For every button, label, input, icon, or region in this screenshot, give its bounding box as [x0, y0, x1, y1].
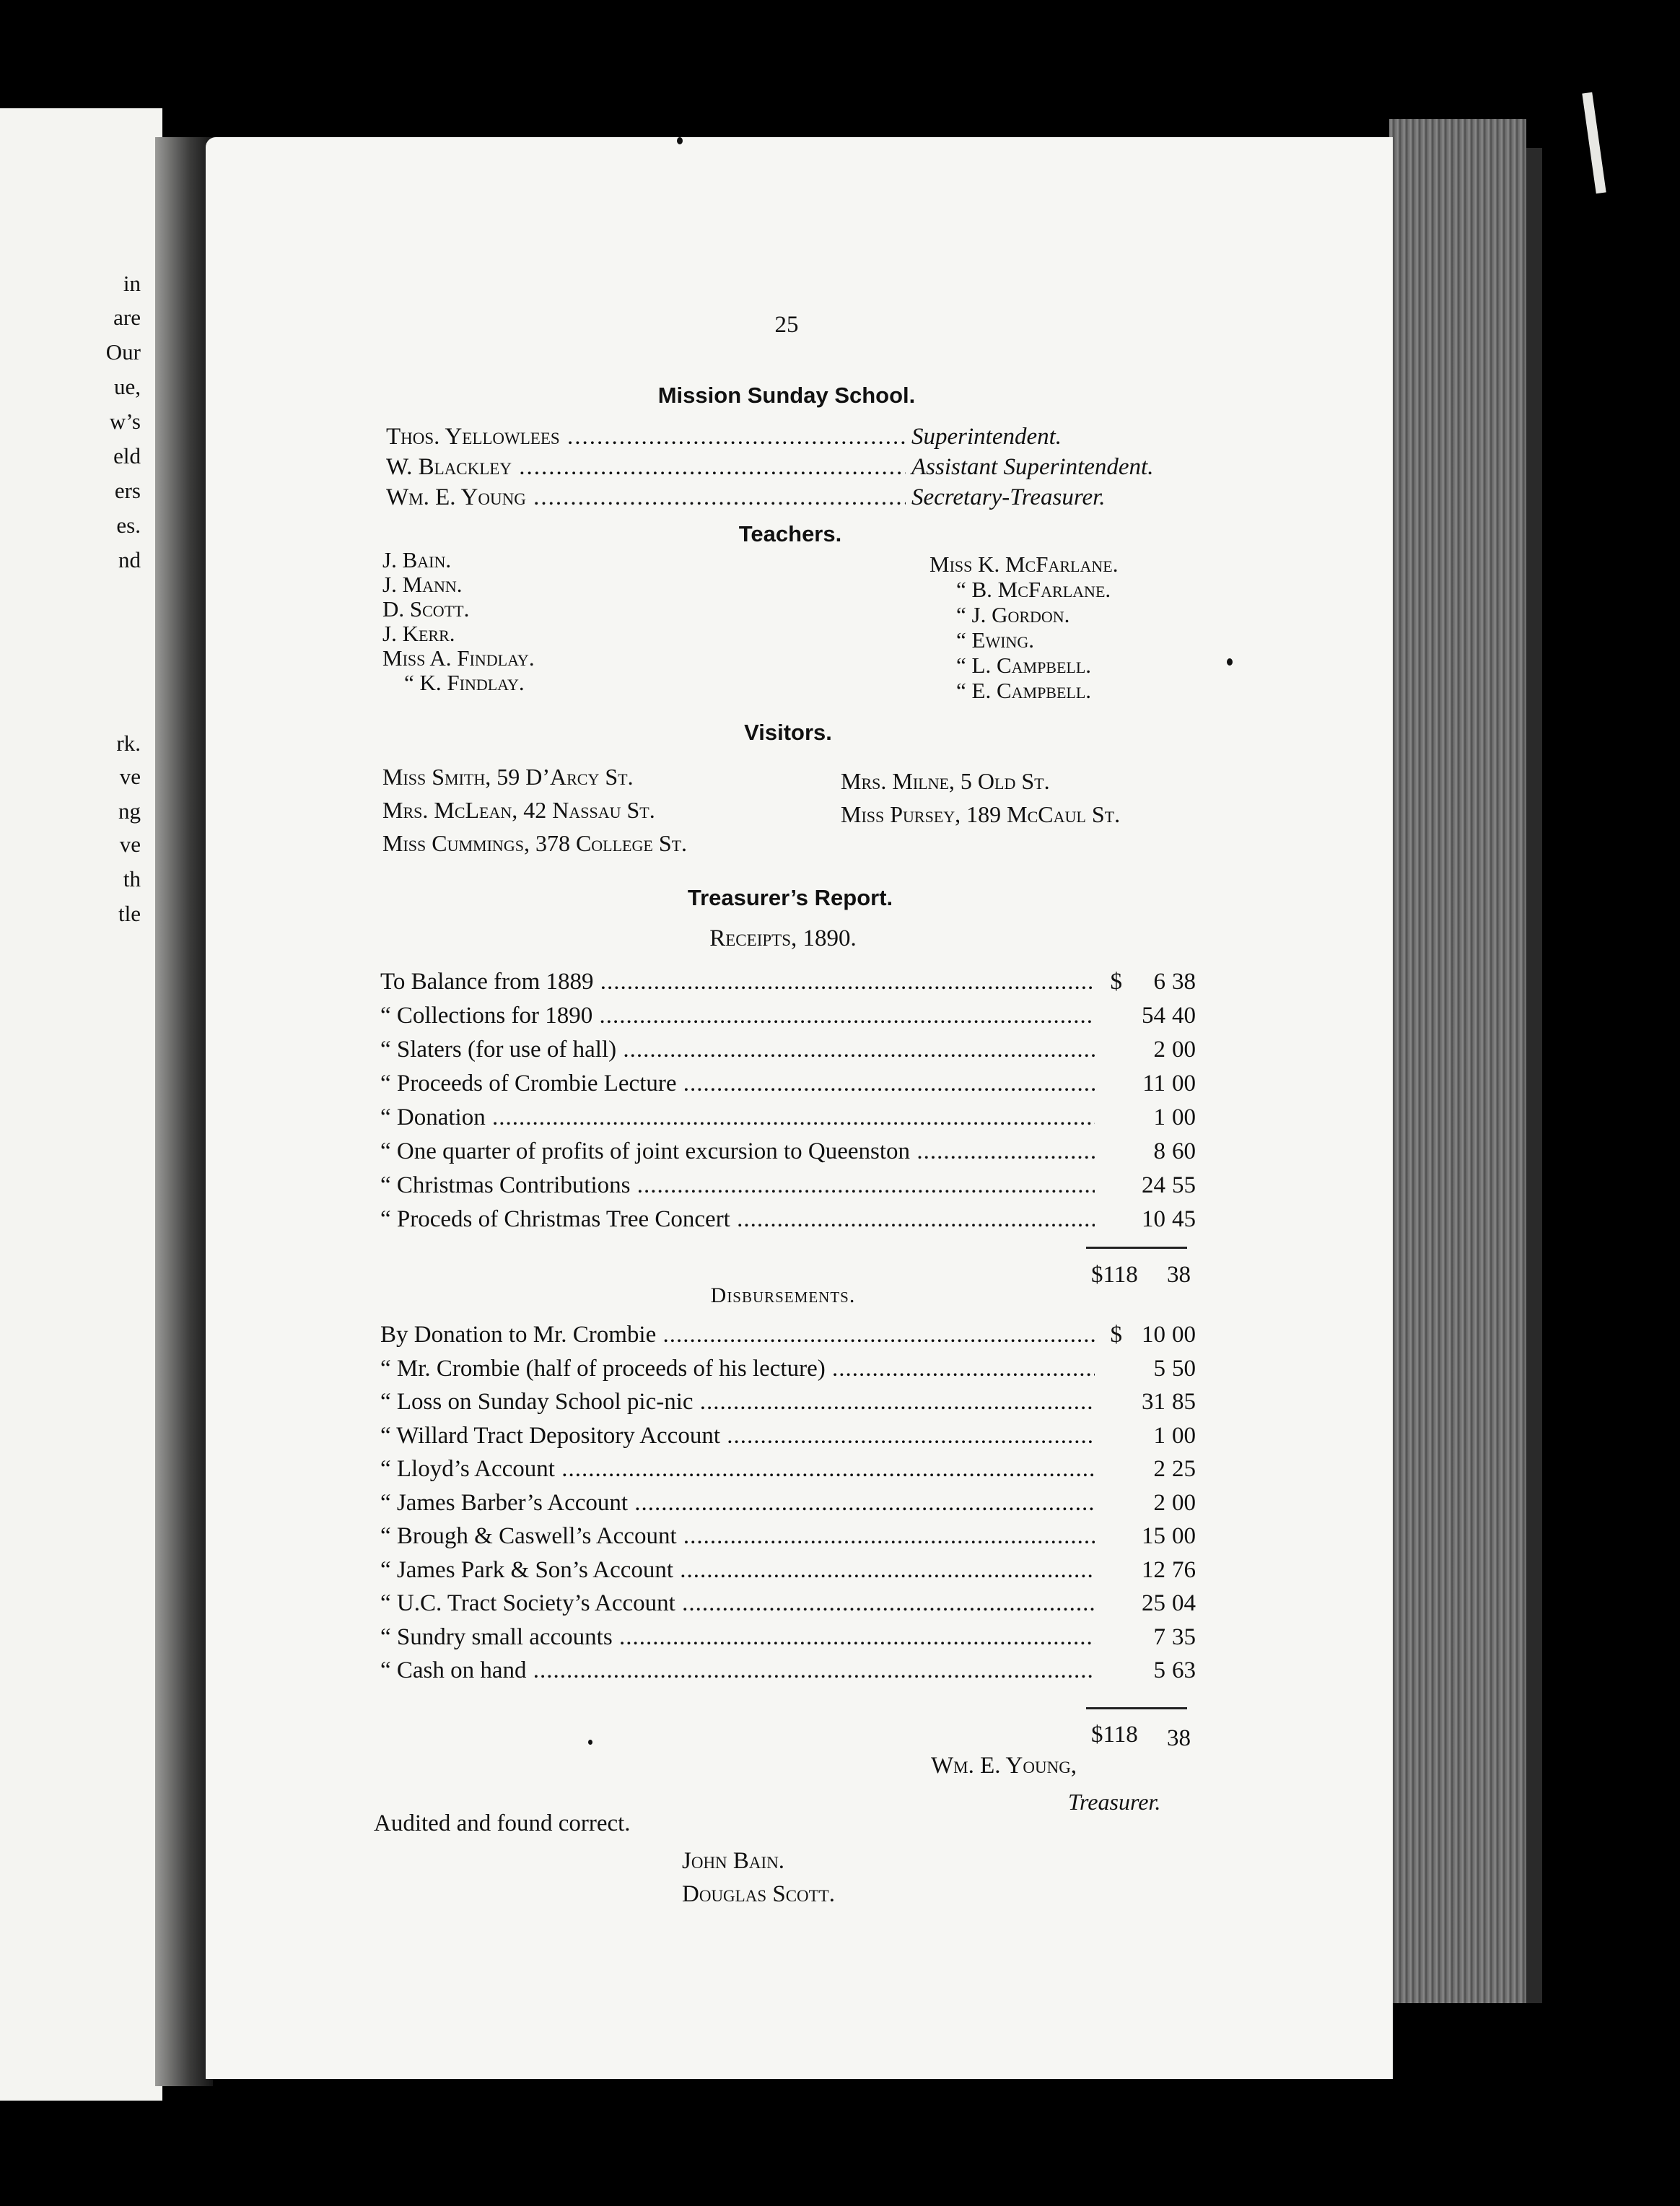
ledger-description: “ Proceds of Christmas Tree Concert .....	[380, 1203, 1095, 1236]
ledger-row	[380, 1553, 1196, 1587]
ledger-row	[380, 1452, 1196, 1486]
officer-name: W. Blackley .....	[386, 453, 906, 481]
ledger-cents: 45	[1172, 1206, 1196, 1232]
teacher-name: J. Kerr.	[382, 621, 455, 646]
left-page-text-fragment: nd	[118, 547, 141, 572]
signatory-title: Treasurer.	[1068, 1789, 1161, 1815]
left-page-text-fragment: th	[123, 866, 141, 891]
left-page-text-fragment: ve	[119, 764, 141, 789]
visitor-entry: Miss Pursey, 189 McCaul St.	[841, 801, 1121, 827]
ledger-dollars: 2	[1153, 1456, 1165, 1482]
ledger-dollars: 31	[1142, 1389, 1165, 1415]
ledger-description: “ Brough & Caswell’s Account .....	[380, 1520, 1095, 1553]
ledger-cents: 35	[1172, 1623, 1196, 1650]
page-title: Mission Sunday School.	[657, 383, 916, 408]
ledger-row	[380, 1033, 1196, 1066]
left-page-text-fragment: tle	[118, 901, 141, 926]
disbursements-total-cents: 38	[1167, 1725, 1191, 1751]
officer-row	[386, 453, 1198, 481]
ledger-dollars: 5	[1153, 1657, 1165, 1683]
disbursements-heading: Disbursements.	[710, 1283, 856, 1307]
ledger-description: “ Mr. Crombie (half of proceeds of his lecture) .....	[380, 1352, 1095, 1385]
bookmark-strip	[1582, 92, 1606, 194]
ledger-cents: 38	[1172, 969, 1196, 995]
ledger-row	[380, 1385, 1196, 1418]
ledger-description: By Donation to Mr. Crombie .....	[380, 1318, 1095, 1351]
ledger-description: “ Sundry small accounts .....	[380, 1621, 1095, 1654]
ledger-dollars: 1	[1153, 1104, 1165, 1130]
ledger-cents: 55	[1172, 1172, 1196, 1198]
left-page-text-fragment: in	[123, 271, 141, 296]
ledger-cents: 00	[1172, 1489, 1196, 1516]
teacher-name: “ K. Findlay.	[404, 670, 525, 695]
ledger-dollars: 1	[1153, 1422, 1165, 1449]
teacher-name: Miss K. McFarlane.	[929, 552, 1119, 577]
visitor-entry: Mrs. McLean, 42 Nassau St.	[382, 797, 655, 823]
left-page-text-fragment: ers	[114, 478, 141, 503]
disbursements-total-rule	[1086, 1707, 1187, 1709]
ledger-description: “ Willard Tract Depository Account .....	[380, 1419, 1095, 1452]
ledger-row	[380, 1169, 1196, 1202]
left-page-text-fragment: ue,	[113, 374, 141, 399]
officer-name: Wm. E. Young .....	[386, 483, 906, 512]
ledger-row	[380, 965, 1196, 998]
ledger-description: To Balance from 1889 .....	[380, 965, 1095, 998]
teacher-name: “ E. Campbell.	[956, 678, 1092, 703]
ledger-dollars: 12	[1142, 1556, 1165, 1583]
page-number: 25	[774, 312, 799, 338]
ledger-dollars: 11	[1142, 1071, 1165, 1097]
auditor-1: John Bain.	[682, 1848, 785, 1874]
ledger-description: “ Donation .....	[380, 1101, 1095, 1134]
ledger-dollars: 2	[1153, 1037, 1165, 1063]
ledger-row	[380, 999, 1196, 1032]
officer-row	[386, 483, 1198, 512]
ledger-cents: 25	[1172, 1456, 1196, 1482]
left-page-text-fragment: w’s	[109, 409, 141, 434]
ledger-dollars: 8	[1153, 1138, 1165, 1164]
ledger-description: “ Lloyd’s Account .....	[380, 1452, 1095, 1486]
officer-role: Secretary-Treasurer.	[911, 484, 1106, 510]
ledger-cents: 00	[1172, 1104, 1196, 1130]
ledger-row	[380, 1135, 1196, 1168]
left-page-text-fragment: ng	[118, 798, 141, 824]
ledger-dollars: 2	[1153, 1489, 1165, 1516]
ledger-dollars: 24	[1142, 1172, 1165, 1198]
officer-role: Superintendent.	[911, 424, 1062, 450]
ledger-row	[380, 1067, 1196, 1100]
ledger-cents: 76	[1172, 1556, 1196, 1583]
ledger-row	[380, 1587, 1196, 1620]
left-page-text-fragment: eld	[113, 443, 141, 468]
auditor-2: Douglas Scott.	[682, 1881, 836, 1907]
ledger-dollars: 54	[1142, 1003, 1165, 1029]
ledger-row	[380, 1486, 1196, 1520]
visitor-entry: Miss Cummings, 378 College St.	[382, 830, 688, 856]
disbursements-total-dollars: $118	[1091, 1722, 1138, 1748]
ledger-currency: $	[1110, 1322, 1122, 1348]
ledger-description: “ U.C. Tract Society’s Account .....	[380, 1587, 1095, 1620]
ledger-cents: 04	[1172, 1590, 1196, 1616]
ledger-row	[380, 1203, 1196, 1236]
ledger-cents: 50	[1172, 1355, 1196, 1382]
ledger-dollars: 5	[1153, 1355, 1165, 1382]
teacher-name: J. Bain.	[382, 547, 452, 572]
ledger-cents: 63	[1172, 1657, 1196, 1683]
ink-speck	[1227, 658, 1233, 666]
ledger-row	[380, 1101, 1196, 1134]
audit-note: Audited and found correct.	[374, 1810, 631, 1836]
ledger-dollars: 25	[1142, 1590, 1165, 1616]
ledger-description: “ One quarter of profits of joint excursion to Queenston .....	[380, 1135, 1095, 1168]
teacher-name: “ Ewing.	[956, 627, 1035, 653]
ledger-description: “ Slaters (for use of hall) .....	[380, 1033, 1095, 1066]
book-gutter	[155, 137, 213, 2086]
ledger-description: “ Proceeds of Crombie Lecture .....	[380, 1067, 1095, 1100]
ledger-row	[380, 1621, 1196, 1654]
left-page-text-fragment: ve	[119, 832, 141, 857]
officer-row	[386, 422, 1198, 451]
ledger-cents: 00	[1172, 1037, 1196, 1063]
left-page-text-fragment: es.	[116, 513, 141, 538]
ledger-currency: $	[1110, 969, 1122, 995]
teacher-name: “ L. Campbell.	[956, 653, 1092, 678]
ledger-description: “ Cash on hand .....	[380, 1654, 1095, 1687]
receipts-total-cents: 38	[1167, 1262, 1191, 1288]
ledger-row	[380, 1520, 1196, 1553]
ledger-dollars: 6	[1153, 969, 1165, 995]
ledger-cents: 00	[1172, 1322, 1196, 1348]
ledger-description: “ James Park & Son’s Account .....	[380, 1553, 1095, 1587]
receipts-heading: Receipts, 1890.	[709, 925, 857, 951]
teacher-name: D. Scott.	[382, 596, 470, 622]
ledger-row	[380, 1654, 1196, 1687]
treasurer-report-heading: Treasurer’s Report.	[687, 885, 893, 910]
teacher-name: J. Mann.	[382, 572, 463, 597]
ledger-row	[380, 1352, 1196, 1385]
ledger-dollars: 7	[1153, 1623, 1165, 1650]
visitor-entry: Miss Smith, 59 D’Arcy St.	[382, 764, 634, 790]
page-edges	[1389, 119, 1526, 2003]
ledger-description: “ James Barber’s Account .....	[380, 1486, 1095, 1520]
left-page-text-fragment: rk.	[116, 731, 141, 756]
ledger-cents: 60	[1172, 1138, 1196, 1164]
previous-page	[0, 108, 162, 2101]
ledger-dollars: 15	[1142, 1523, 1165, 1549]
teacher-name: Miss A. Findlay.	[382, 645, 535, 671]
ledger-cents: 00	[1172, 1523, 1196, 1549]
ledger-description: “ Christmas Contributions .....	[380, 1169, 1095, 1202]
ledger-row	[380, 1419, 1196, 1452]
ledger-dollars: 10	[1142, 1206, 1165, 1232]
ledger-description: “ Loss on Sunday School pic-nic .....	[380, 1385, 1095, 1418]
ledger-row	[380, 1318, 1196, 1351]
left-page-text-fragment: Our	[105, 339, 141, 365]
ledger-dollars: 10	[1142, 1322, 1165, 1348]
ledger-cents: 85	[1172, 1389, 1196, 1415]
receipts-total-dollars: $118	[1091, 1262, 1138, 1288]
ledger-cents: 40	[1172, 1003, 1196, 1029]
ink-speck	[677, 137, 683, 144]
receipts-total-rule	[1086, 1247, 1187, 1249]
visitor-entry: Mrs. Milne, 5 Old St.	[841, 768, 1050, 794]
ledger-description: “ Collections for 1890 .....	[380, 999, 1095, 1032]
teacher-name: “ B. McFarlane.	[956, 577, 1111, 602]
ledger-cents: 00	[1172, 1071, 1196, 1097]
visitors-heading: Visitors.	[744, 720, 832, 745]
ink-speck	[588, 1740, 592, 1745]
officer-name: Thos. Yellowlees .....	[386, 422, 906, 451]
left-page-text-fragment: are	[113, 305, 141, 330]
officer-role: Assistant Superintendent.	[911, 454, 1154, 480]
teachers-heading: Teachers.	[738, 521, 842, 546]
ledger-cents: 00	[1172, 1422, 1196, 1449]
signatory-name: Wm. E. Young,	[931, 1753, 1077, 1779]
teacher-name: “ J. Gordon.	[956, 602, 1070, 627]
